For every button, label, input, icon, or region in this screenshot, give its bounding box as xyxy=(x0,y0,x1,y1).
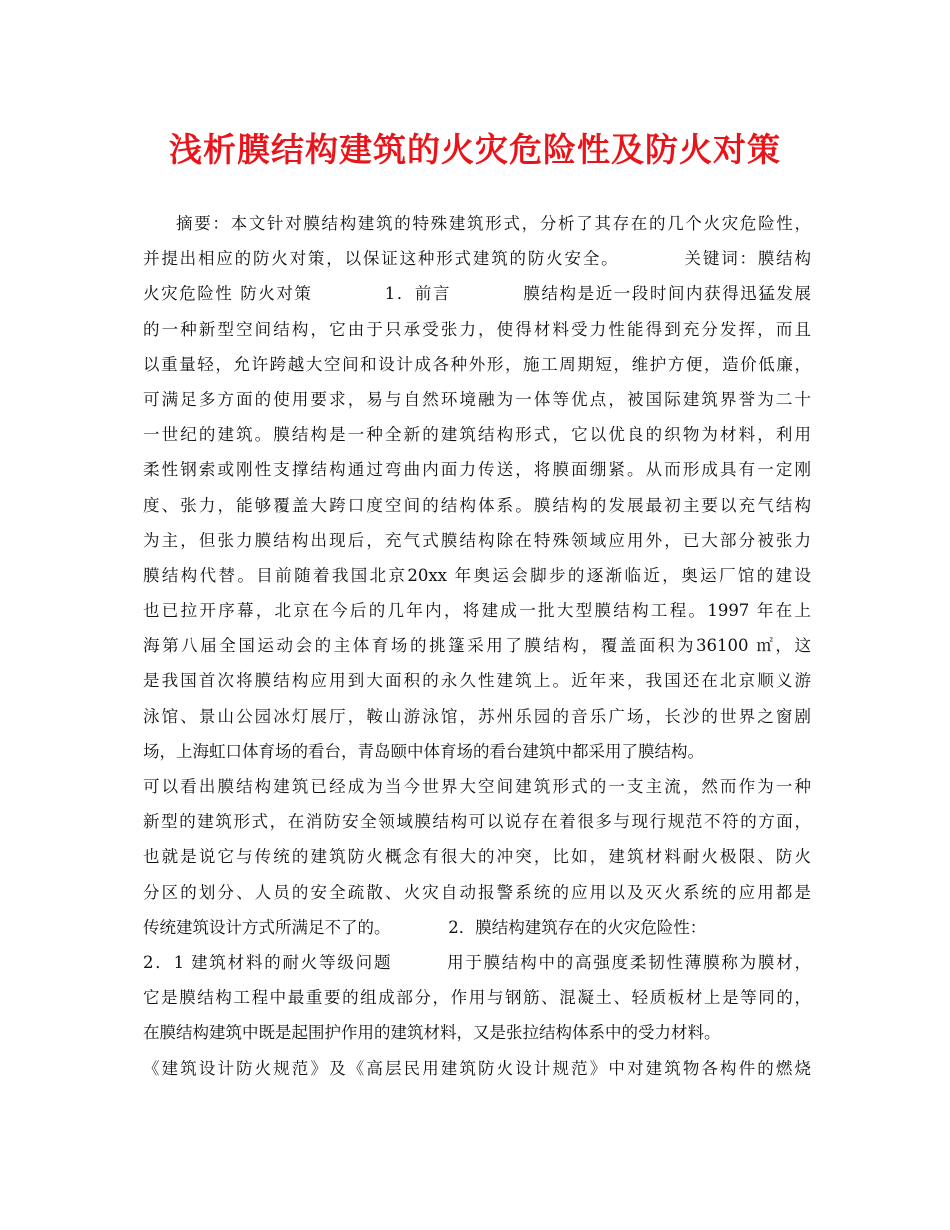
body-line: 它是膜结构工程中最重要的组成部分，作用与钢筋、混凝土、轻质板材上是等同的， xyxy=(143,988,811,1008)
body-line: 2．1 建筑材料的耐火等级问题 用于膜结构中的高强度柔韧性薄膜称为膜材， xyxy=(143,952,811,972)
body-line: 摘要：本文针对膜结构建筑的特殊建筑形式，分析了其存在的几个火灾危险性， xyxy=(176,214,811,233)
body-line: 的一种新型空间结构，它由于只承受张力，使得材料受力性能得到充分发挥，而且 xyxy=(143,319,811,339)
body-line: 可满足多方面的使用要求，易与自然环境融为一体等优点，被国际建筑界誉为二十 xyxy=(143,389,811,409)
body-line: 一世纪的建筑。膜结构是一种全新的建筑结构形式，它以优良的织物为材料，利用 xyxy=(143,425,811,445)
body-line: 是我国首次将膜结构应用到大面积的永久性建筑上。近年来，我国还在北京顺义游 xyxy=(143,671,811,691)
body-line: 度、张力，能够覆盖大跨口度空间的结构体系。膜结构的发展最初主要以充气结构 xyxy=(143,495,811,515)
body-line: 场，上海虹口体育场的看台，青岛颐中体育场的看台建筑中都采用了膜结构。 xyxy=(143,741,704,761)
body-line: 泳馆、景山公园冰灯展厅，鞍山游泳馆，苏州乐园的音乐广场，长沙的世界之窗剧 xyxy=(143,706,811,726)
body-line: 也已拉开序幕，北京在今后的几年内，将建成一批大型膜结构工程。1997 年在上 xyxy=(143,601,811,621)
body-line: 传统建筑设计方式所满足不了的。 2．膜结构建筑存在的火灾危险性： xyxy=(143,917,707,937)
body-line: 海第八届全国运动会的主体育场的挑篷采用了膜结构，覆盖面积为36100 ㎡，这 xyxy=(143,636,811,656)
body-line: 并提出相应的防火对策，以保证这种形式建筑的防火安全。 关键词：膜结构 xyxy=(143,249,811,269)
body-line: 膜结构代替。目前随着我国北京20xx 年奥运会脚步的逐渐临近，奥运厂馆的建设 xyxy=(143,565,811,585)
body-line: 也就是说它与传统的建筑防火概念有很大的冲突，比如，建筑材料耐火极限、防火 xyxy=(143,847,811,867)
body-line: 为主，但张力膜结构出现后，充气式膜结构除在特殊领域应用外，已大部分被张力 xyxy=(143,530,811,550)
body-line: 分区的划分、人员的安全疏散、火灾自动报警系统的应用以及灭火系统的应用都是 xyxy=(143,882,811,902)
body-line: 新型的建筑形式，在消防安全领域膜结构可以说存在着很多与现行规范不符的方面， xyxy=(143,812,811,832)
body-line: 《建筑设计防火规范》及《高层民用建筑防火设计规范》中对建筑物各构件的燃烧 xyxy=(143,1058,811,1078)
body-line: 在膜结构建筑中既是起围护作用的建筑材料，又是张拉结构体系中的受力材料。 xyxy=(143,1023,721,1043)
body-line: 火灾危险性 防火对策 1．前言 膜结构是近一段时间内获得迅猛发展 xyxy=(143,284,811,304)
body-line: 柔性钢索或刚性支撑结构通过弯曲内面力传送，将膜面绷紧。从而形成具有一定刚 xyxy=(143,460,811,480)
document-title: 浅析膜结构建筑的火灾危险性及防火对策 xyxy=(169,130,781,169)
body-line: 以重量轻，允许跨越大空间和设计成各种外形，施工周期短，维护方便，造价低廉， xyxy=(143,354,811,374)
body-line: 可以看出膜结构建筑已经成为当今世界大空间建筑形式的一支主流，然而作为一种 xyxy=(143,777,811,796)
document-body xyxy=(143,206,811,1086)
